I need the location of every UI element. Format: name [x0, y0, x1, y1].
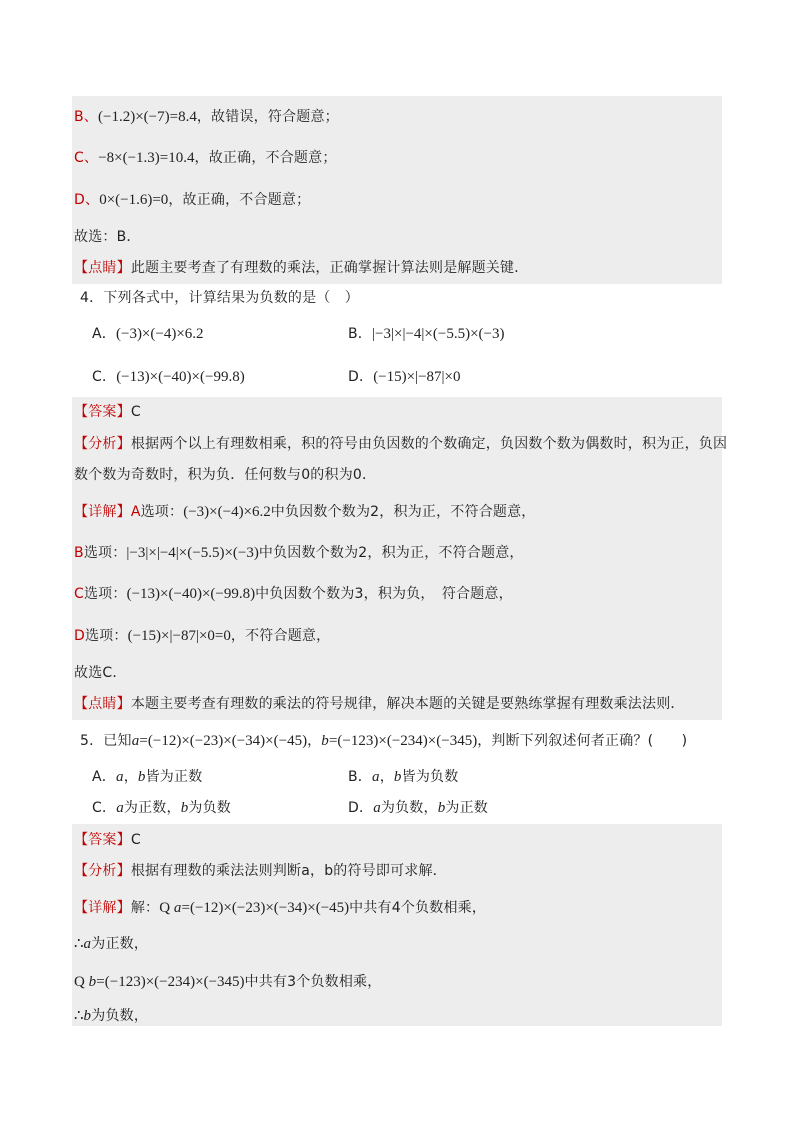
question-5-stem	[80, 730, 687, 752]
detail-line-d	[74, 625, 330, 647]
tip-text: 此题主要考查了有理数的乘法，正确掌握计算法则是解题关键．	[130, 260, 529, 276]
stem-comma: ，	[307, 733, 322, 749]
option-letter: A．	[92, 769, 116, 785]
choose-line: 故选C．	[74, 665, 127, 681]
math-expression: −8×(−1.3)=10.4	[98, 150, 195, 166]
analysis-line-2: 数个数为奇数时，积为负．任何数与0的积为0．	[74, 467, 377, 483]
option-letter: D．	[348, 800, 374, 816]
detail-line-b	[74, 542, 524, 564]
because-symbol: Q	[74, 974, 89, 990]
detail-text: 中共有3个负数相乘，	[244, 974, 382, 990]
variable-a: a	[116, 800, 124, 816]
variable-b: b	[321, 733, 329, 749]
option-letter: C、	[74, 150, 99, 166]
variable-b: b	[137, 769, 146, 785]
option-letter: C．	[92, 800, 117, 816]
analysis-text: 根据两个以上有理数相乘，积的符号由负因数的个数确定，负因数个数为偶数时，积为正，负因	[130, 436, 728, 452]
q5-option-d	[348, 797, 488, 819]
detail-intro: 解：	[130, 900, 160, 916]
tip-text: 本题主要考查有理数的乘法的符号规律，解决本题的关键是要熟练掌握有理数乘法法则．	[130, 696, 685, 712]
line-text: ，故正确，不合题意；	[168, 192, 311, 208]
tip-line	[74, 257, 528, 279]
q4-option-b	[348, 323, 504, 345]
q4-option-d	[348, 366, 461, 388]
variable-a: a	[372, 769, 380, 785]
solution-block-q5	[72, 824, 722, 1026]
q5-option-a	[92, 766, 202, 788]
q5-option-c	[92, 797, 231, 819]
answer-label: 【答案】	[74, 832, 131, 848]
detail-text: 中负因数个数为2，积为正，不符合题意，	[258, 545, 524, 561]
tip-label: 【点睛】	[74, 260, 131, 276]
option-letter: A．	[92, 326, 116, 342]
math-expression: (−13)×(−40)×(−99.8)	[116, 369, 245, 385]
variable-b: b	[393, 769, 402, 785]
option-letter: A	[130, 504, 141, 520]
detail-prefix: 选项：	[84, 628, 128, 644]
option-sep: ，	[379, 769, 394, 785]
answer-line	[74, 829, 141, 851]
math-expression: =(−12)×(−23)×(−34)×(−45)	[181, 900, 350, 916]
therefore-symbol: ∴	[74, 1008, 84, 1024]
math-expression: (−1.2)×(−7)=8.4	[98, 109, 197, 125]
analysis-line-1	[74, 433, 727, 455]
variable-b: b	[83, 1008, 92, 1024]
analysis-text: 根据有理数的乘法法则判断a，b的符号即可求解．	[130, 863, 447, 879]
option-letter: D	[74, 628, 85, 644]
variable-b: b	[180, 800, 189, 816]
option-letter: D．	[348, 369, 374, 385]
option-mid: 为正数，	[123, 800, 181, 816]
option-letter: B、	[74, 109, 99, 125]
option-text: 皆为负数	[401, 769, 459, 785]
because-symbol: Q	[159, 900, 174, 916]
detail-text: 中负因数个数为2，积为正，不符合题意，	[270, 504, 536, 520]
detail-prefix: 选项：	[140, 504, 184, 520]
detail-text: ，不符合题意，	[230, 628, 331, 644]
detail-text: 为负数，	[91, 1008, 149, 1024]
variable-a: a	[131, 733, 140, 749]
detail-line-a	[74, 501, 536, 523]
detail-prefix: 选项：	[83, 545, 127, 561]
math-expression: =(−12)×(−23)×(−34)×(−45)	[139, 733, 308, 749]
choose-line: 故选：B．	[74, 229, 141, 245]
detail-step-4	[74, 1005, 148, 1027]
stem-prefix: 5．已知	[80, 733, 132, 749]
detail-text: 中负因数个数为3，积为负， 符合题意，	[255, 586, 513, 602]
detail-text: 中共有4个负数相乘，	[349, 900, 487, 916]
detail-step-2	[74, 933, 148, 955]
option-letter: C	[74, 586, 84, 602]
math-expression: 0×(−1.6)=0	[99, 192, 169, 208]
line-text: ，故正确，不合题意；	[194, 150, 337, 166]
math-expression: |−3|×|−4|×(−5.5)×(−3)	[126, 545, 259, 561]
variable-b: b	[88, 974, 97, 990]
question-4-stem: 4．下列各式中，计算结果为负数的是（ ）	[80, 290, 359, 306]
solution-line-c	[74, 147, 337, 169]
option-letter: C．	[92, 369, 117, 385]
detail-step-1	[74, 897, 486, 919]
analysis-label: 【分析】	[74, 436, 131, 452]
math-expression: =(−123)×(−234)×(−345)	[328, 733, 478, 749]
variable-a: a	[115, 769, 124, 785]
detail-prefix: 选项：	[83, 586, 127, 602]
tip-label: 【点睛】	[74, 696, 131, 712]
option-text: 为负数	[188, 800, 232, 816]
math-expression: (−15)×|−87|×0=0	[127, 628, 231, 644]
answer-label: 【答案】	[74, 404, 131, 420]
detail-label: 【详解】	[74, 504, 131, 520]
analysis-label: 【分析】	[74, 863, 131, 879]
option-letter: B．	[348, 769, 373, 785]
detail-step-3	[74, 971, 381, 993]
math-expression: (−3)×(−4)×6.2	[183, 504, 271, 520]
math-expression: =(−123)×(−234)×(−345)	[96, 974, 245, 990]
variable-a: a	[373, 800, 381, 816]
q4-option-c	[92, 366, 245, 388]
therefore-symbol: ∴	[74, 936, 84, 952]
q5-option-b	[348, 766, 458, 788]
option-mid: 为负数，	[380, 800, 438, 816]
option-letter: D、	[74, 192, 100, 208]
tip-line	[74, 693, 685, 715]
solution-line-b	[74, 106, 339, 128]
option-sep: ，	[123, 769, 138, 785]
math-expression: (−3)×(−4)×6.2	[115, 326, 204, 342]
answer-line	[74, 401, 141, 423]
stem-suffix: ，判断下列叙述何者正确？( )	[477, 733, 688, 749]
variable-a: a	[173, 900, 182, 916]
option-letter: B．	[348, 326, 373, 342]
analysis-line	[74, 860, 447, 882]
variable-b: b	[437, 800, 446, 816]
math-expression: (−13)×(−40)×(−99.8)	[126, 586, 256, 602]
option-text: 为正数	[445, 800, 489, 816]
line-text: ，故错误，符合题意；	[196, 109, 339, 125]
option-letter: B	[74, 545, 84, 561]
detail-label: 【详解】	[74, 900, 131, 916]
detail-line-c	[74, 583, 513, 605]
math-expression: |−3|×|−4|×(−5.5)×(−3)	[372, 326, 505, 342]
detail-text: 为正数，	[91, 936, 149, 952]
answer-value: C	[130, 404, 141, 420]
option-text: 皆为正数	[145, 769, 203, 785]
answer-value: C	[130, 832, 141, 848]
variable-a: a	[83, 936, 92, 952]
solution-line-d	[74, 189, 310, 211]
q4-option-a	[92, 323, 204, 345]
math-expression: (−15)×|−87|×0	[373, 369, 461, 385]
